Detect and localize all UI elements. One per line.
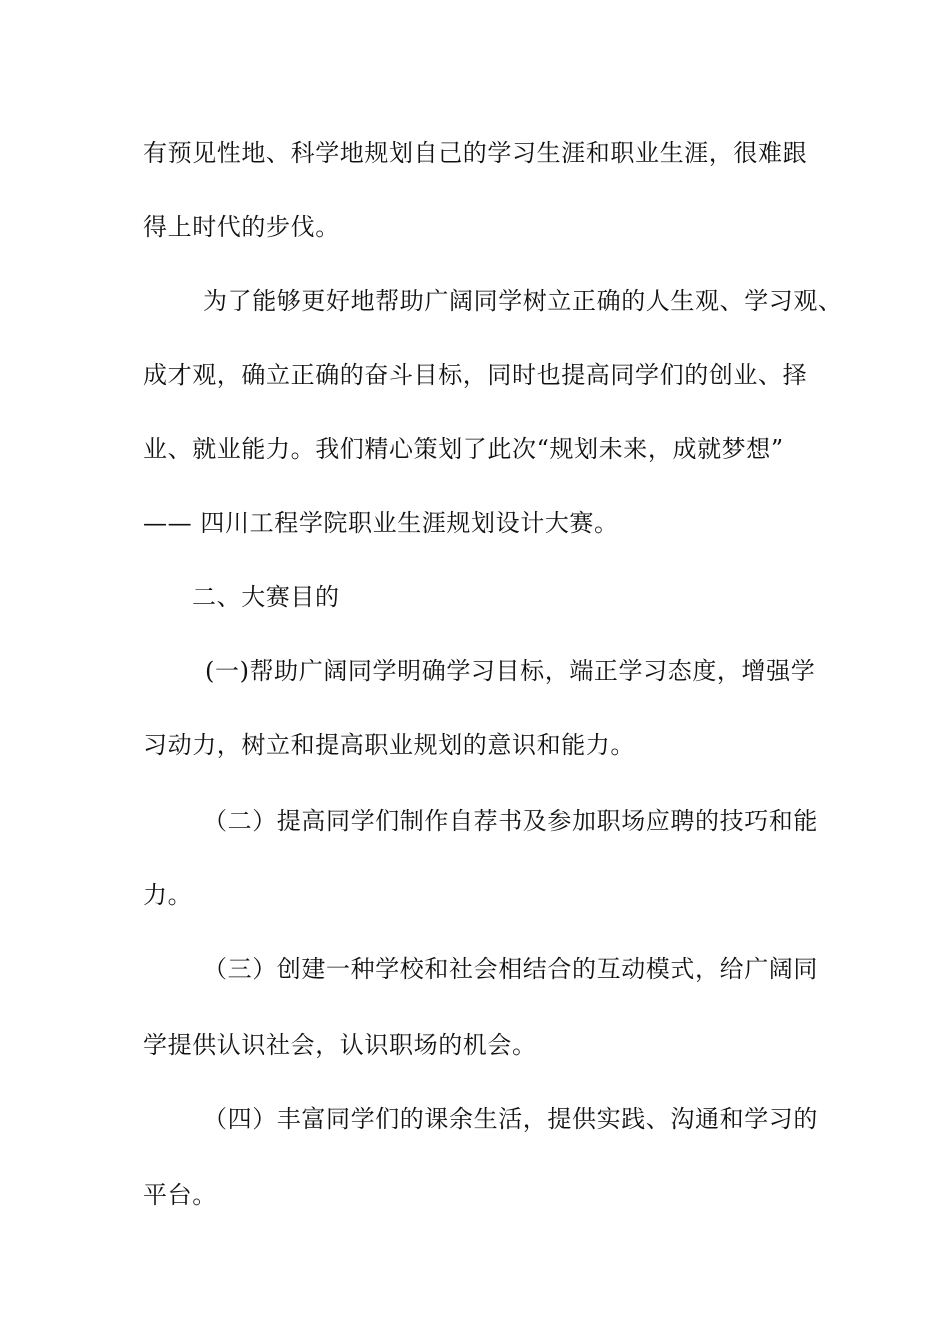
paragraph-line: —— 四川工程学院职业生涯规划设计大赛。 [143,509,619,537]
list-item-line: （四）丰富同学们的课余生活，提供实践、沟通和学习的 [203,1105,818,1133]
paragraph-line: 得上时代的步伐。 [143,213,340,241]
list-item-line: (一)帮助广阔同学明确学习目标，端正学习态度，增强学 [205,657,816,685]
paragraph-line: 为了能够更好地帮助广阔同学树立正确的人生观、学习观、 [203,287,843,315]
list-item-line: 平台。 [143,1181,217,1209]
list-item-line: 学提供认识社会，认识职场的机会。 [143,1031,537,1059]
paragraph-line: 业、就业能力。我们精心策划了此次“规划未来，成就梦想” [143,435,784,463]
paragraph-line: 成才观，确立正确的奋斗目标，同时也提高同学们的创业、择 [143,361,808,389]
paragraph-line: 有预见性地、科学地规划自己的学习生涯和职业生涯，很难跟 [143,139,808,167]
section-heading: 二、大赛目的 [192,583,340,611]
list-item-line: 力。 [143,881,193,909]
list-item-line: （二）提高同学们制作自荐书及参加职场应聘的技巧和能 [203,807,818,835]
list-item-line: 习动力，树立和提高职业规划的意识和能力。 [143,731,635,759]
list-item-line: （三）创建一种学校和社会相结合的互动模式，给广阔同 [203,955,818,983]
